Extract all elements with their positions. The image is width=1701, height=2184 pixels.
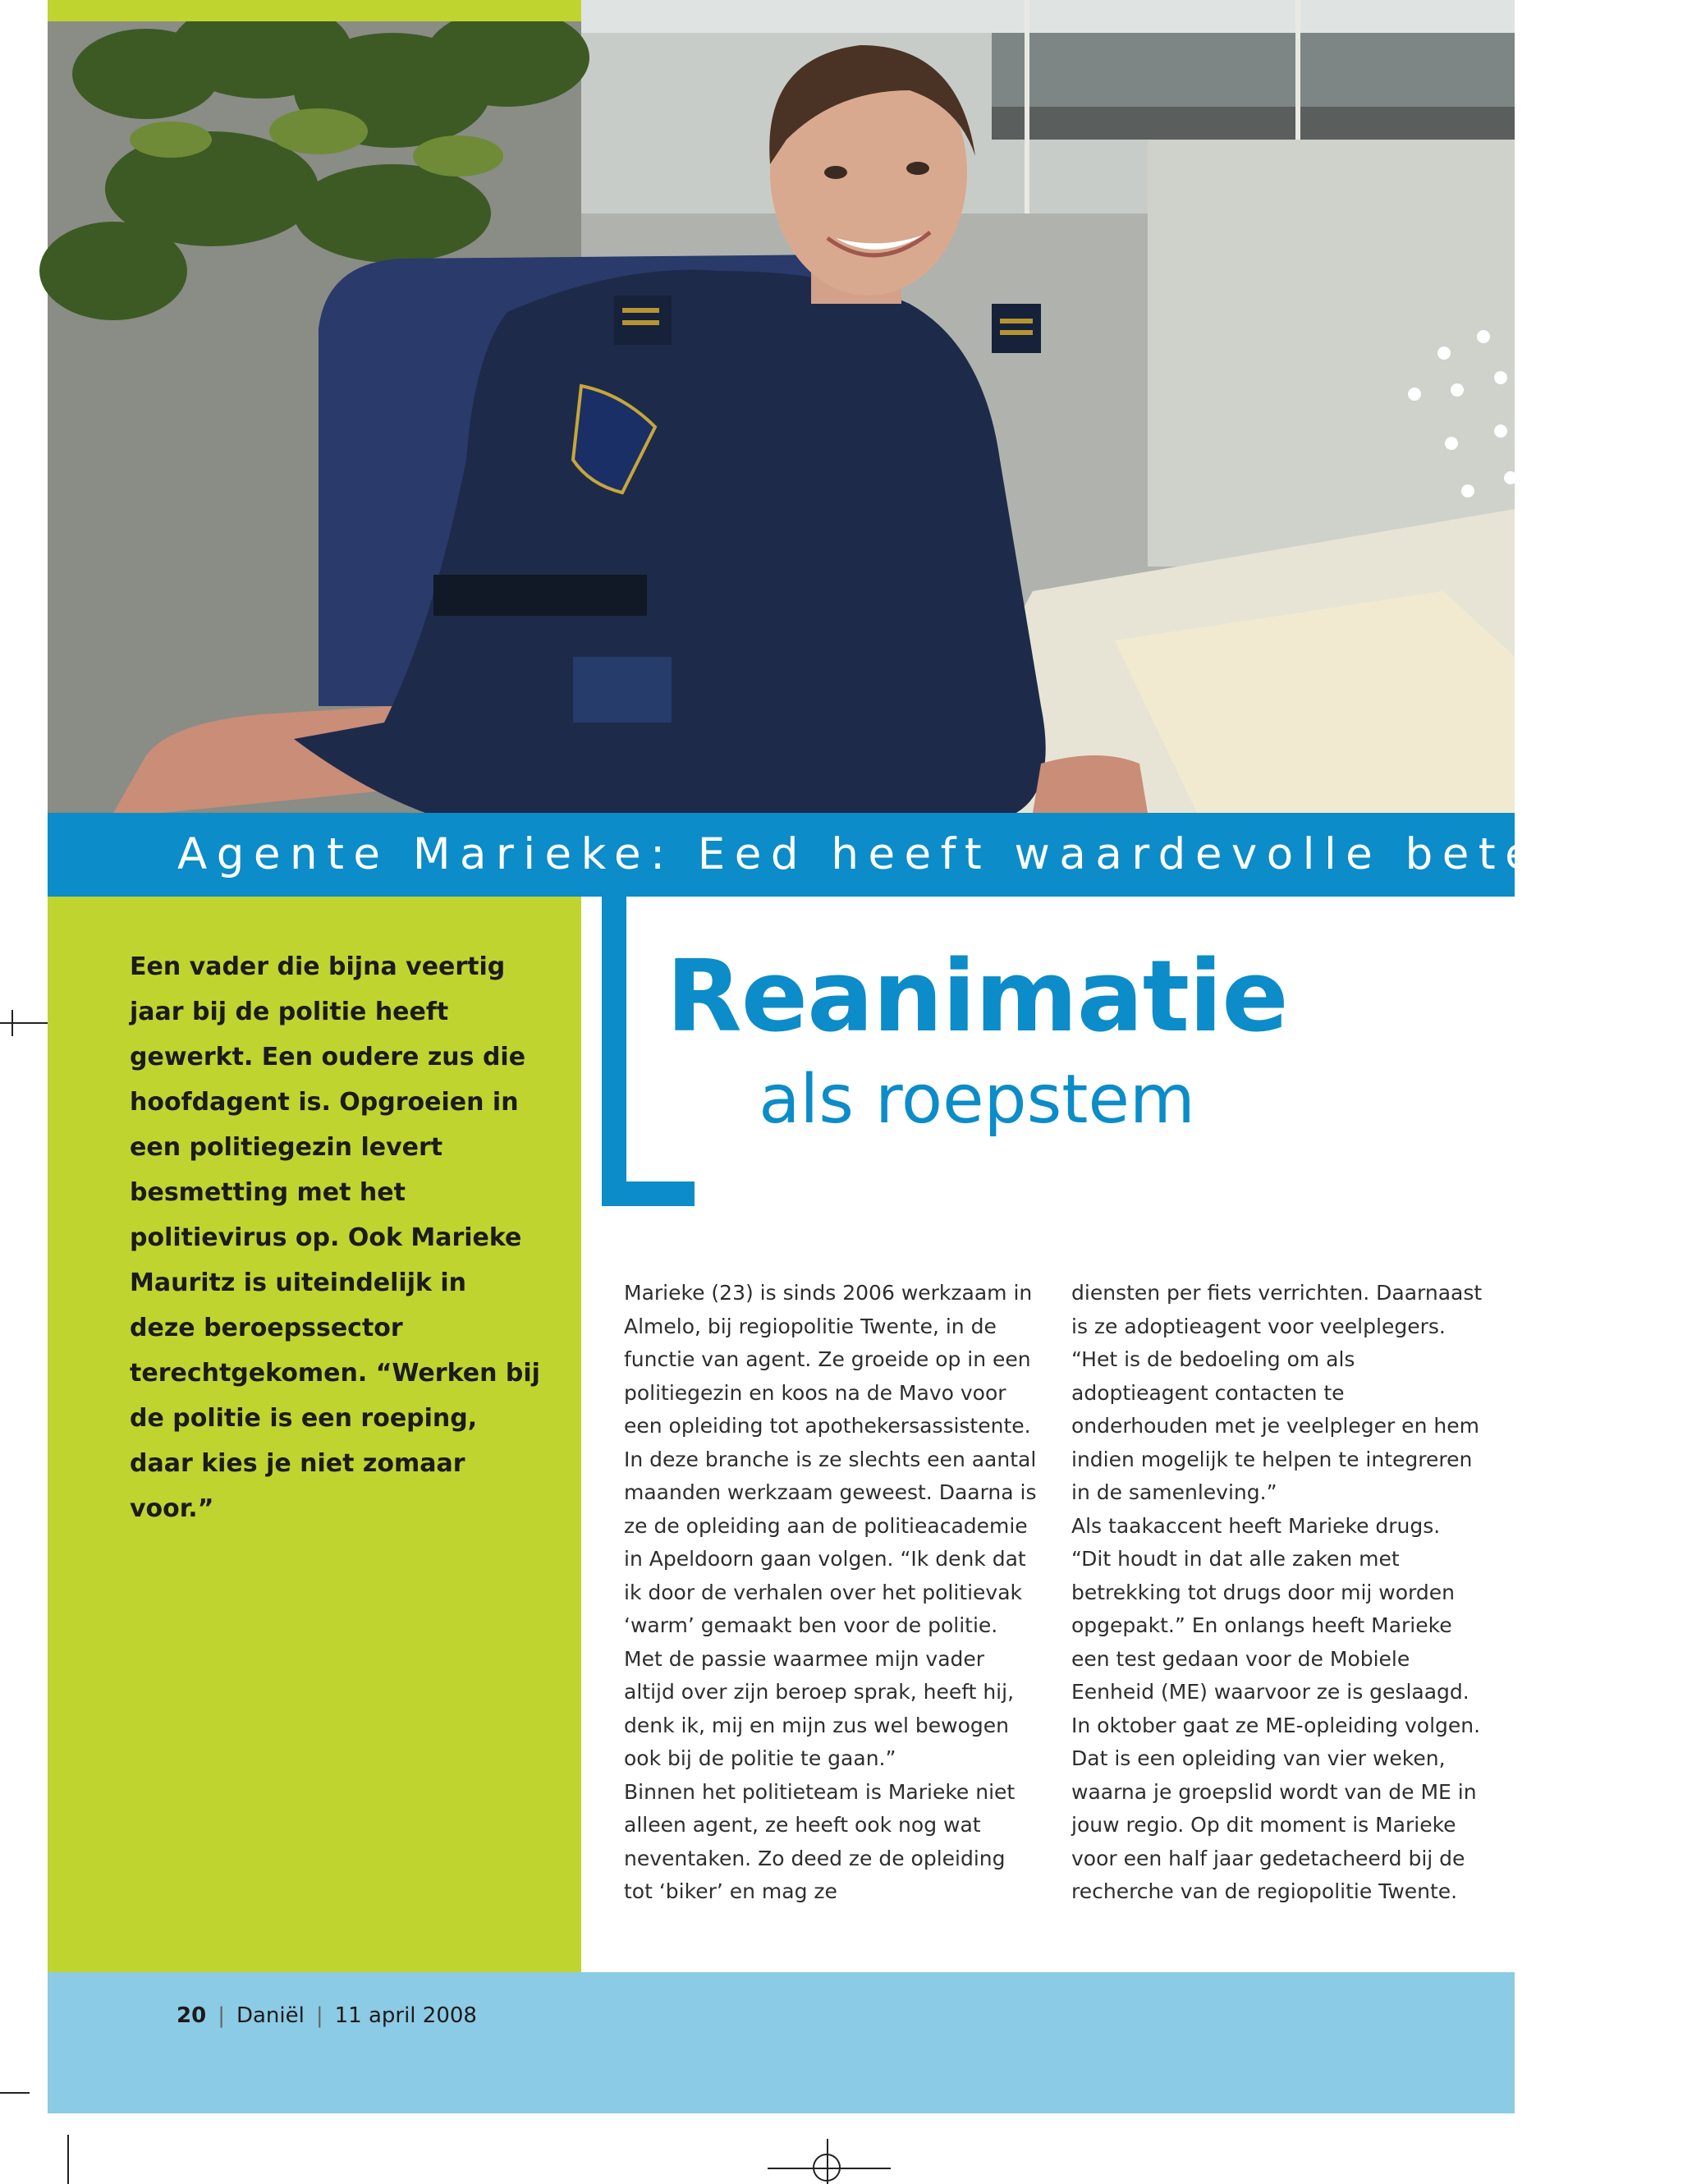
headline-title: Reanimatie bbox=[666, 940, 1288, 1054]
publication-name: Daniël bbox=[236, 2003, 305, 2028]
crop-mark bbox=[0, 2092, 30, 2094]
crop-mark bbox=[0, 1022, 48, 1024]
crop-mark bbox=[67, 2135, 69, 2184]
publication-date: 11 april 2008 bbox=[334, 2003, 477, 2028]
headline-subtitle: als roepstem bbox=[759, 1061, 1195, 1139]
article-column-1 bbox=[624, 1277, 1038, 1909]
registration-mark bbox=[813, 2154, 841, 2182]
article-paragraph: Als taakaccent heeft Marieke drugs. “Dit houdt in dat alle zaken met betrekking tot drugs door mij worden opgepakt.” En onlangs heeft Marieke een test gedaan voor de Mobiele Eenheid (ME) waarvoor ze is geslaagd. In oktober gaat ze ME-opleiding volgen. Dat is een opleiding van vier weken, waarna je groepslid wordt van de ME in jouw regio. Op dit moment is Marieke voor een half jaar gedetacheerd bij de recherche van de regiopolitie Twente. bbox=[1071, 1513, 1481, 1903]
article-kicker: Agente Marieke: Eed heeft waardevolle betekenis bbox=[48, 813, 1515, 897]
crop-mark bbox=[11, 1010, 13, 1036]
article-paragraph: diensten per fiets verrichten. Daarnaast is ze adoptieagent voor veelplegers. “Het is de bedoeling om als adoptieagent contacten te onderhouden met je veelpleger en hem indien mogelijk te helpen te integreren in de samenleving.” bbox=[1071, 1281, 1483, 1504]
article-paragraph: Marieke (23) is sinds 2006 werkzaam in Almelo, bij regiopolitie Twente, in de functie van agent. Ze groeide op in een politiegezin en koos na de Mavo voor een opleiding tot apothekersassistente. In deze branche is ze slechts een aantal maanden werkzaam geweest. Daarna is ze de opleiding aan de politieacademie in Apeldoorn gaan volgen. “Ik denk dat ik door de verhalen over het politievak ‘warm’ gemaakt ben voor de politie. Met de passie waarmee mijn vader altijd over zijn beroep sprak, heeft hij, denk ik, mij en mijn zus wel bewogen ook bij de politie te gaan.” bbox=[624, 1281, 1037, 1770]
intro-text: Een vader die bijna veertig jaar bij de politie heeft gewerkt. Een oudere zus die hoofdagent is. Opgroeien in een politiegezin levert besmetting met het politievirus op. Ook Marieke Mauritz is uiteindelijk in deze beroepssector terechtgekomen. “Werken bij de politie is een roeping, daar kies je niet zomaar voor.” bbox=[130, 952, 540, 1523]
footer-separator: | bbox=[218, 2003, 225, 2028]
page-footer bbox=[177, 2003, 477, 2028]
footer-separator: | bbox=[315, 2003, 323, 2028]
article-paragraph: Binnen het politieteam is Marieke niet alleen agent, ze heeft ook nog wat neventaken. Zo deed ze de opleiding tot ‘biker’ en mag ze bbox=[624, 1779, 1016, 1903]
footer-bar bbox=[48, 1972, 1515, 2113]
green-accent-top bbox=[48, 0, 581, 21]
page-number: 20 bbox=[177, 2003, 207, 2028]
article-column-2 bbox=[1071, 1277, 1486, 1909]
headline-bracket-horizontal bbox=[602, 1181, 695, 1206]
hero-photo bbox=[48, 0, 1515, 813]
